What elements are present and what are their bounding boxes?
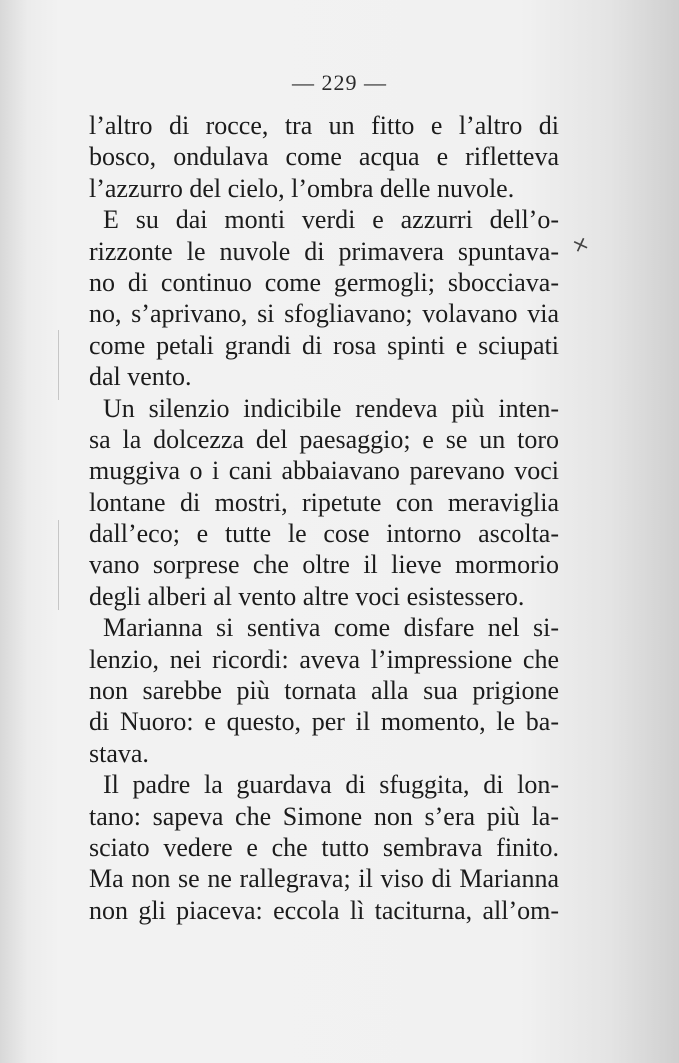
text-line: sciato vedere e che tutto sembrava finito. [89,832,559,862]
margin-annotation-mark: × [568,229,593,259]
margin-rule [58,330,59,400]
text-line: non sarebbe più tornata alla sua prigione [89,676,559,706]
text-line: di Nuoro: e questo, per il momento, le ba- [89,707,559,737]
page-number: — 229 — [292,70,387,95]
text-line: dall’eco; e tutte le cose intorno ascolta- [89,519,559,549]
text-line: stava. [89,738,149,768]
text-line: l’altro di rocce, tra un fitto e l’altro di [89,111,559,140]
margin-rule [58,520,59,610]
text-line: Un silenzio indicibile rendeva più inten- [103,393,559,423]
text-line: E su dai monti verdi e azzurri dell’o- [103,205,559,235]
text-line: tano: sapeva che Simone non s’era più la- [89,801,559,831]
text-line: sa la dolcezza del paesaggio; e se un toro [89,424,559,454]
text-line: muggiva o i cani abbaiavano parevano voci [89,456,559,486]
text-line: vano sorprese che oltre il lieve mormorio [89,550,559,580]
text-line: Il padre la guardava di sfuggita, di lon- [103,770,559,800]
text-line: degli alberi al vento altre voci esistessero. [89,581,525,611]
body-text [89,110,559,926]
text-line: bosco, ondulava come acqua e rifletteva [89,142,559,172]
text-line: no di continuo come germogli; sbocciava- [89,267,559,297]
text-line: come petali grandi di rosa spinti e sciupati [89,330,559,360]
text-line: lenzio, nei ricordi: aveva l’impressione che [89,644,559,674]
text-line: lontane di mostri, ripetute con meraviglia [89,487,559,517]
text-line: Ma non se ne rallegrava; il viso di Marianna [89,864,559,894]
text-line: non gli piaceva: eccola lì taciturna, all’om- [89,895,559,925]
text-line: rizzonte le nuvole di primavera spuntava- [89,236,559,266]
text-line: Marianna si sentiva come disfare nel si- [103,613,559,643]
text-line: no, s’aprivano, si sfogliavano; volavano via [89,299,559,329]
text-line: dal vento. [89,362,192,392]
text-line: l’azzurro del cielo, l’ombra delle nuvole. [89,173,515,203]
